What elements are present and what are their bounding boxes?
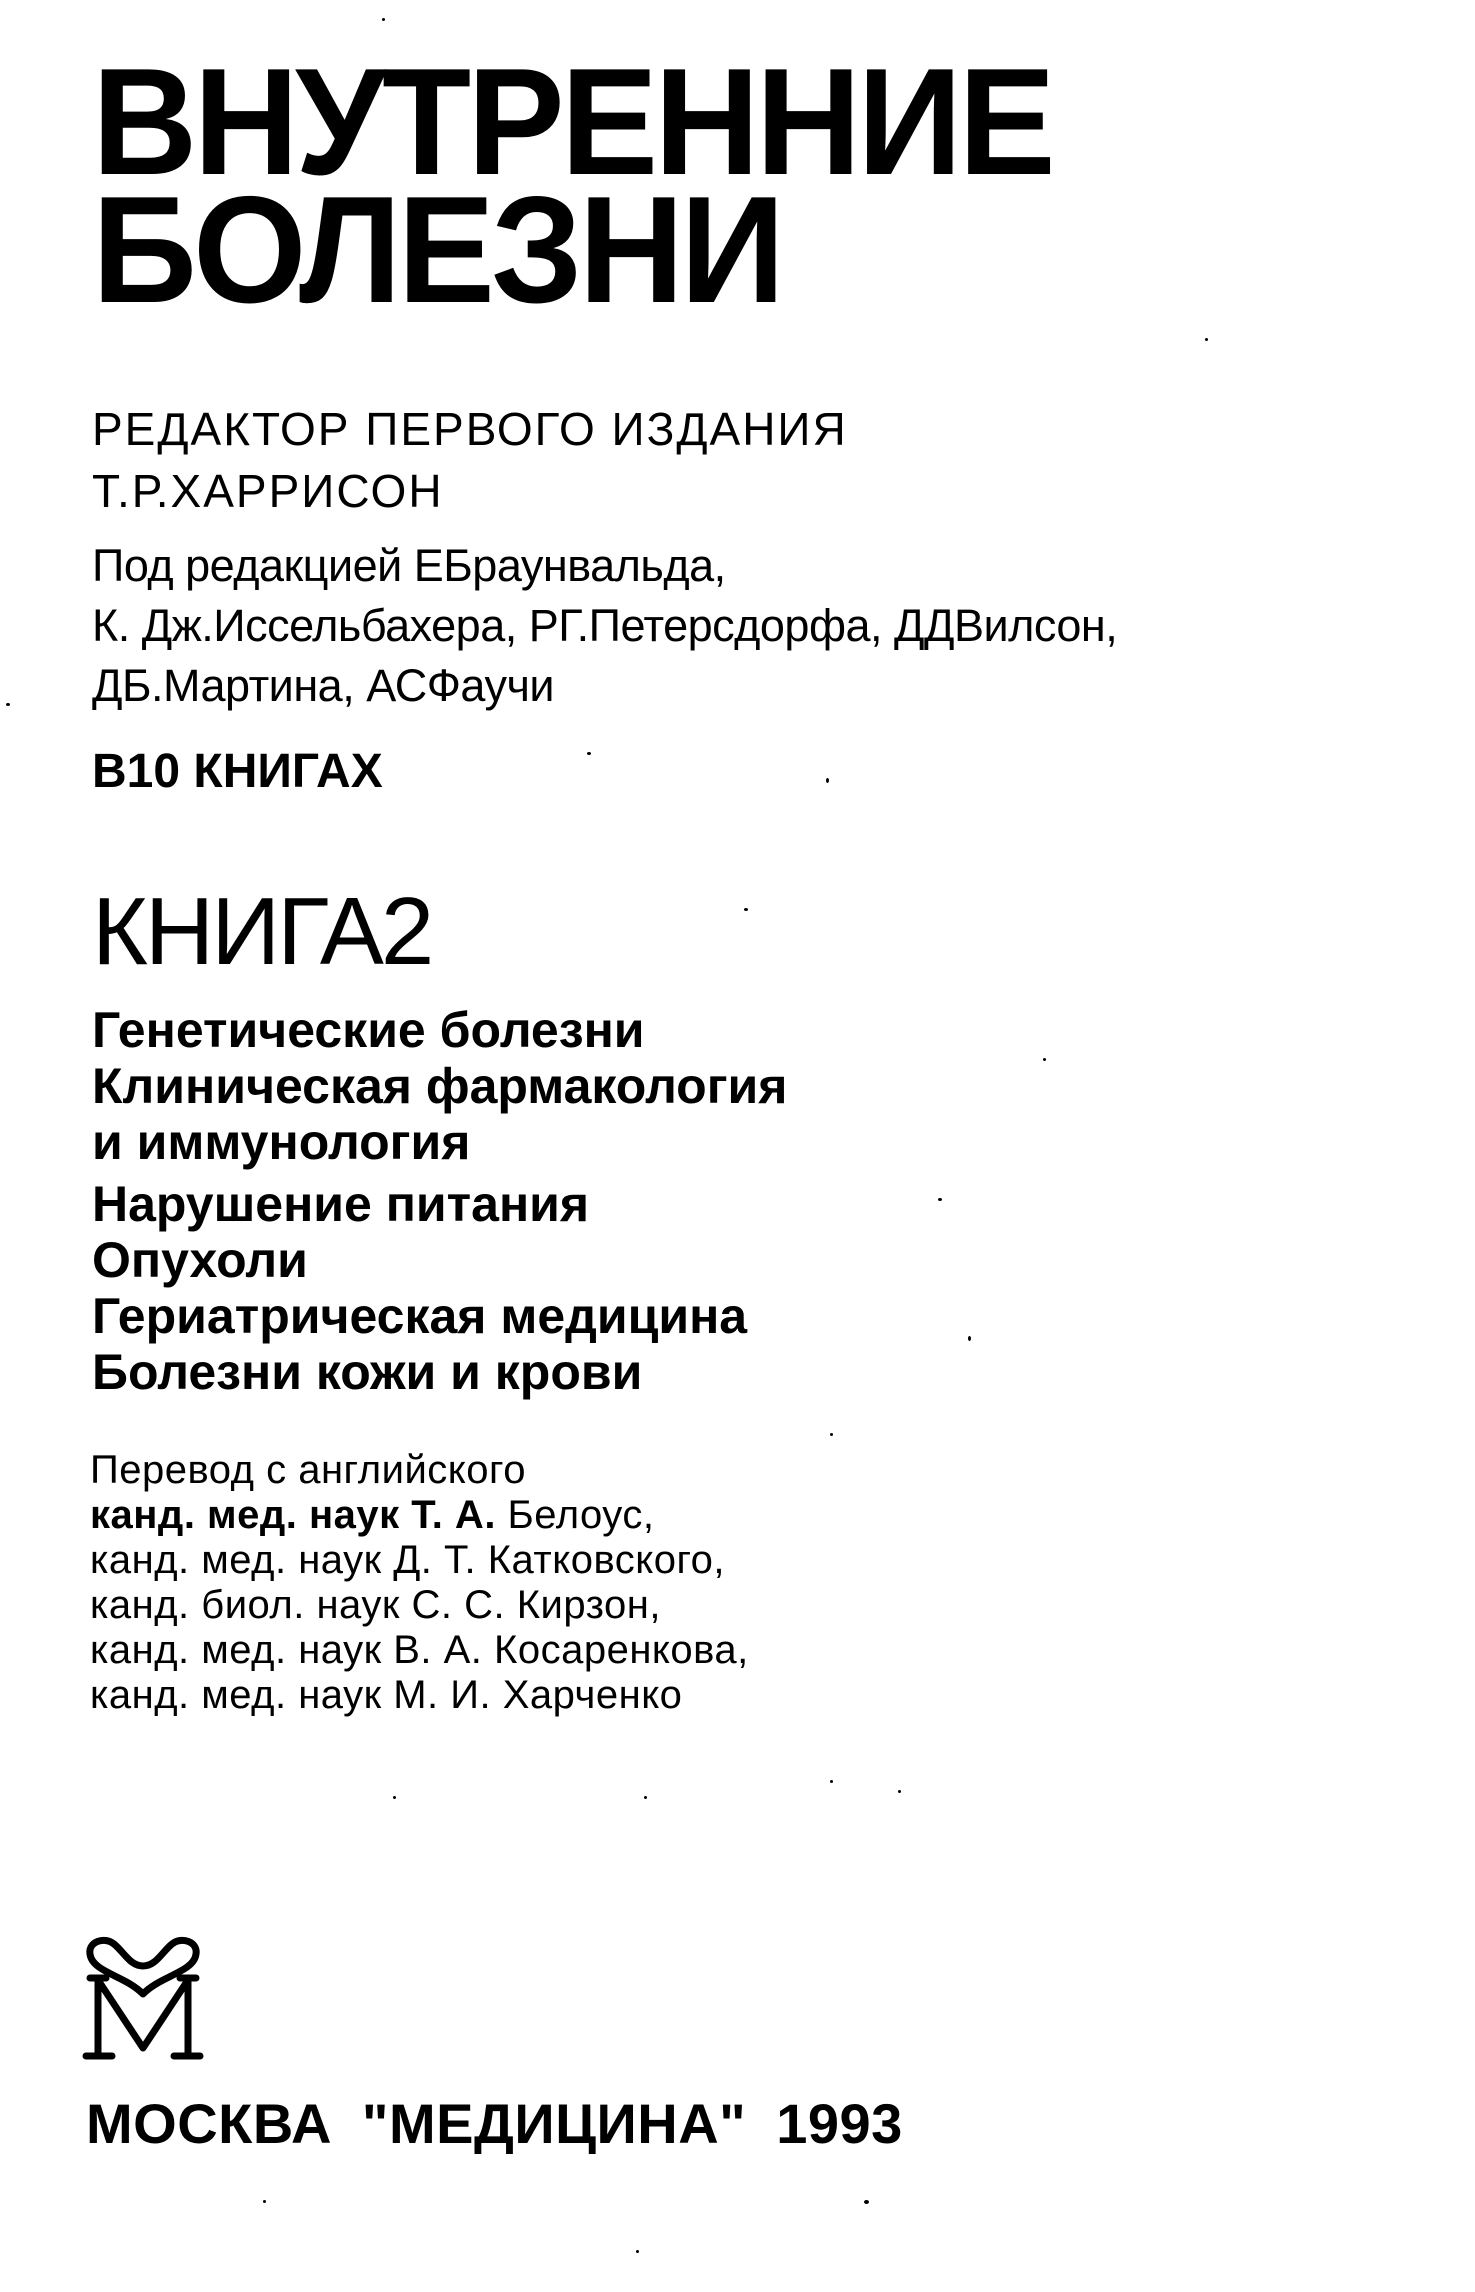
scan-speck xyxy=(830,1780,833,1783)
book-title-line-2: БОЛЕЗНИ xyxy=(92,165,782,335)
first-edition-editor-name: Т.Р.ХАРРИСОН xyxy=(92,465,444,517)
translator-degree: канд. мед. наук Т. А. xyxy=(90,1493,496,1537)
imprint-publisher: "МЕДИЦИНА" xyxy=(361,2092,747,2155)
translation-credits xyxy=(90,1448,749,1718)
translator-line xyxy=(90,1493,749,1538)
topic-item: Гериатрическая медицина xyxy=(92,1288,748,1344)
topic-item: Клиническая фармакология xyxy=(92,1058,788,1114)
topics-list xyxy=(92,1002,787,1400)
topic-item: Генетические болезни xyxy=(92,1002,645,1058)
book-title-line-1: ВНУТРЕННИЕ xyxy=(92,37,1052,207)
first-edition-editor-label: РЕДАКТОР ПЕРВОГО ИЗДАНИЯ xyxy=(92,403,848,455)
scan-speck xyxy=(1205,338,1208,341)
translator-line: канд. мед. наук В. А. Косаренкова, xyxy=(90,1628,749,1672)
translator-line: канд. мед. наук М. И. Харченко xyxy=(90,1673,683,1717)
topic-item: Болезни кожи и крови xyxy=(92,1344,643,1400)
scan-speck xyxy=(1043,1058,1046,1061)
book-title xyxy=(92,37,1052,335)
scan-speck xyxy=(263,2200,266,2203)
translator-name: Белоус, xyxy=(495,1493,655,1537)
scan-speck xyxy=(587,752,591,755)
translation-intro: Перевод с английского xyxy=(90,1448,526,1492)
scan-speck xyxy=(830,1433,833,1436)
editors-list-line-2: К. Дж.Иссельбахера, РГ.Петерсдорфа, ДДВилсон, xyxy=(92,600,1118,651)
translator-line: канд. мед. наук Д. Т. Катковского, xyxy=(90,1538,726,1582)
scan-speck xyxy=(382,18,385,21)
publisher-imprint xyxy=(86,2092,903,2156)
imprint-city: МОСКВА xyxy=(86,2092,332,2155)
editors-list-line-1: Под редакцией ЕБраунвальда, xyxy=(92,540,726,591)
scan-speck xyxy=(393,1796,396,1799)
translator-line: канд. биол. наук С. С. Кирзон, xyxy=(90,1583,661,1627)
first-edition-editor xyxy=(92,398,848,522)
scan-speck xyxy=(968,1336,971,1341)
scan-speck xyxy=(826,778,829,783)
scan-speck xyxy=(898,1790,901,1793)
book-number: КНИГА2 xyxy=(92,878,432,985)
imprint-year: 1993 xyxy=(776,2092,903,2155)
editors-list xyxy=(92,536,1117,716)
topic-item: Нарушение питания xyxy=(92,1176,590,1232)
scan-speck xyxy=(744,908,748,911)
scan-speck xyxy=(636,2250,639,2253)
meditsina-publisher-logo-icon xyxy=(78,1936,208,2066)
scan-speck xyxy=(938,1198,942,1201)
topic-item: и иммунология xyxy=(92,1114,471,1170)
scan-speck xyxy=(864,2200,869,2204)
books-count: В10 КНИГАХ xyxy=(92,745,383,798)
topic-item: Опухоли xyxy=(92,1232,308,1288)
editors-list-line-3: ДБ.Мартина, АСФаучи xyxy=(92,660,555,711)
scan-speck xyxy=(6,703,10,706)
scan-speck xyxy=(644,1796,647,1799)
